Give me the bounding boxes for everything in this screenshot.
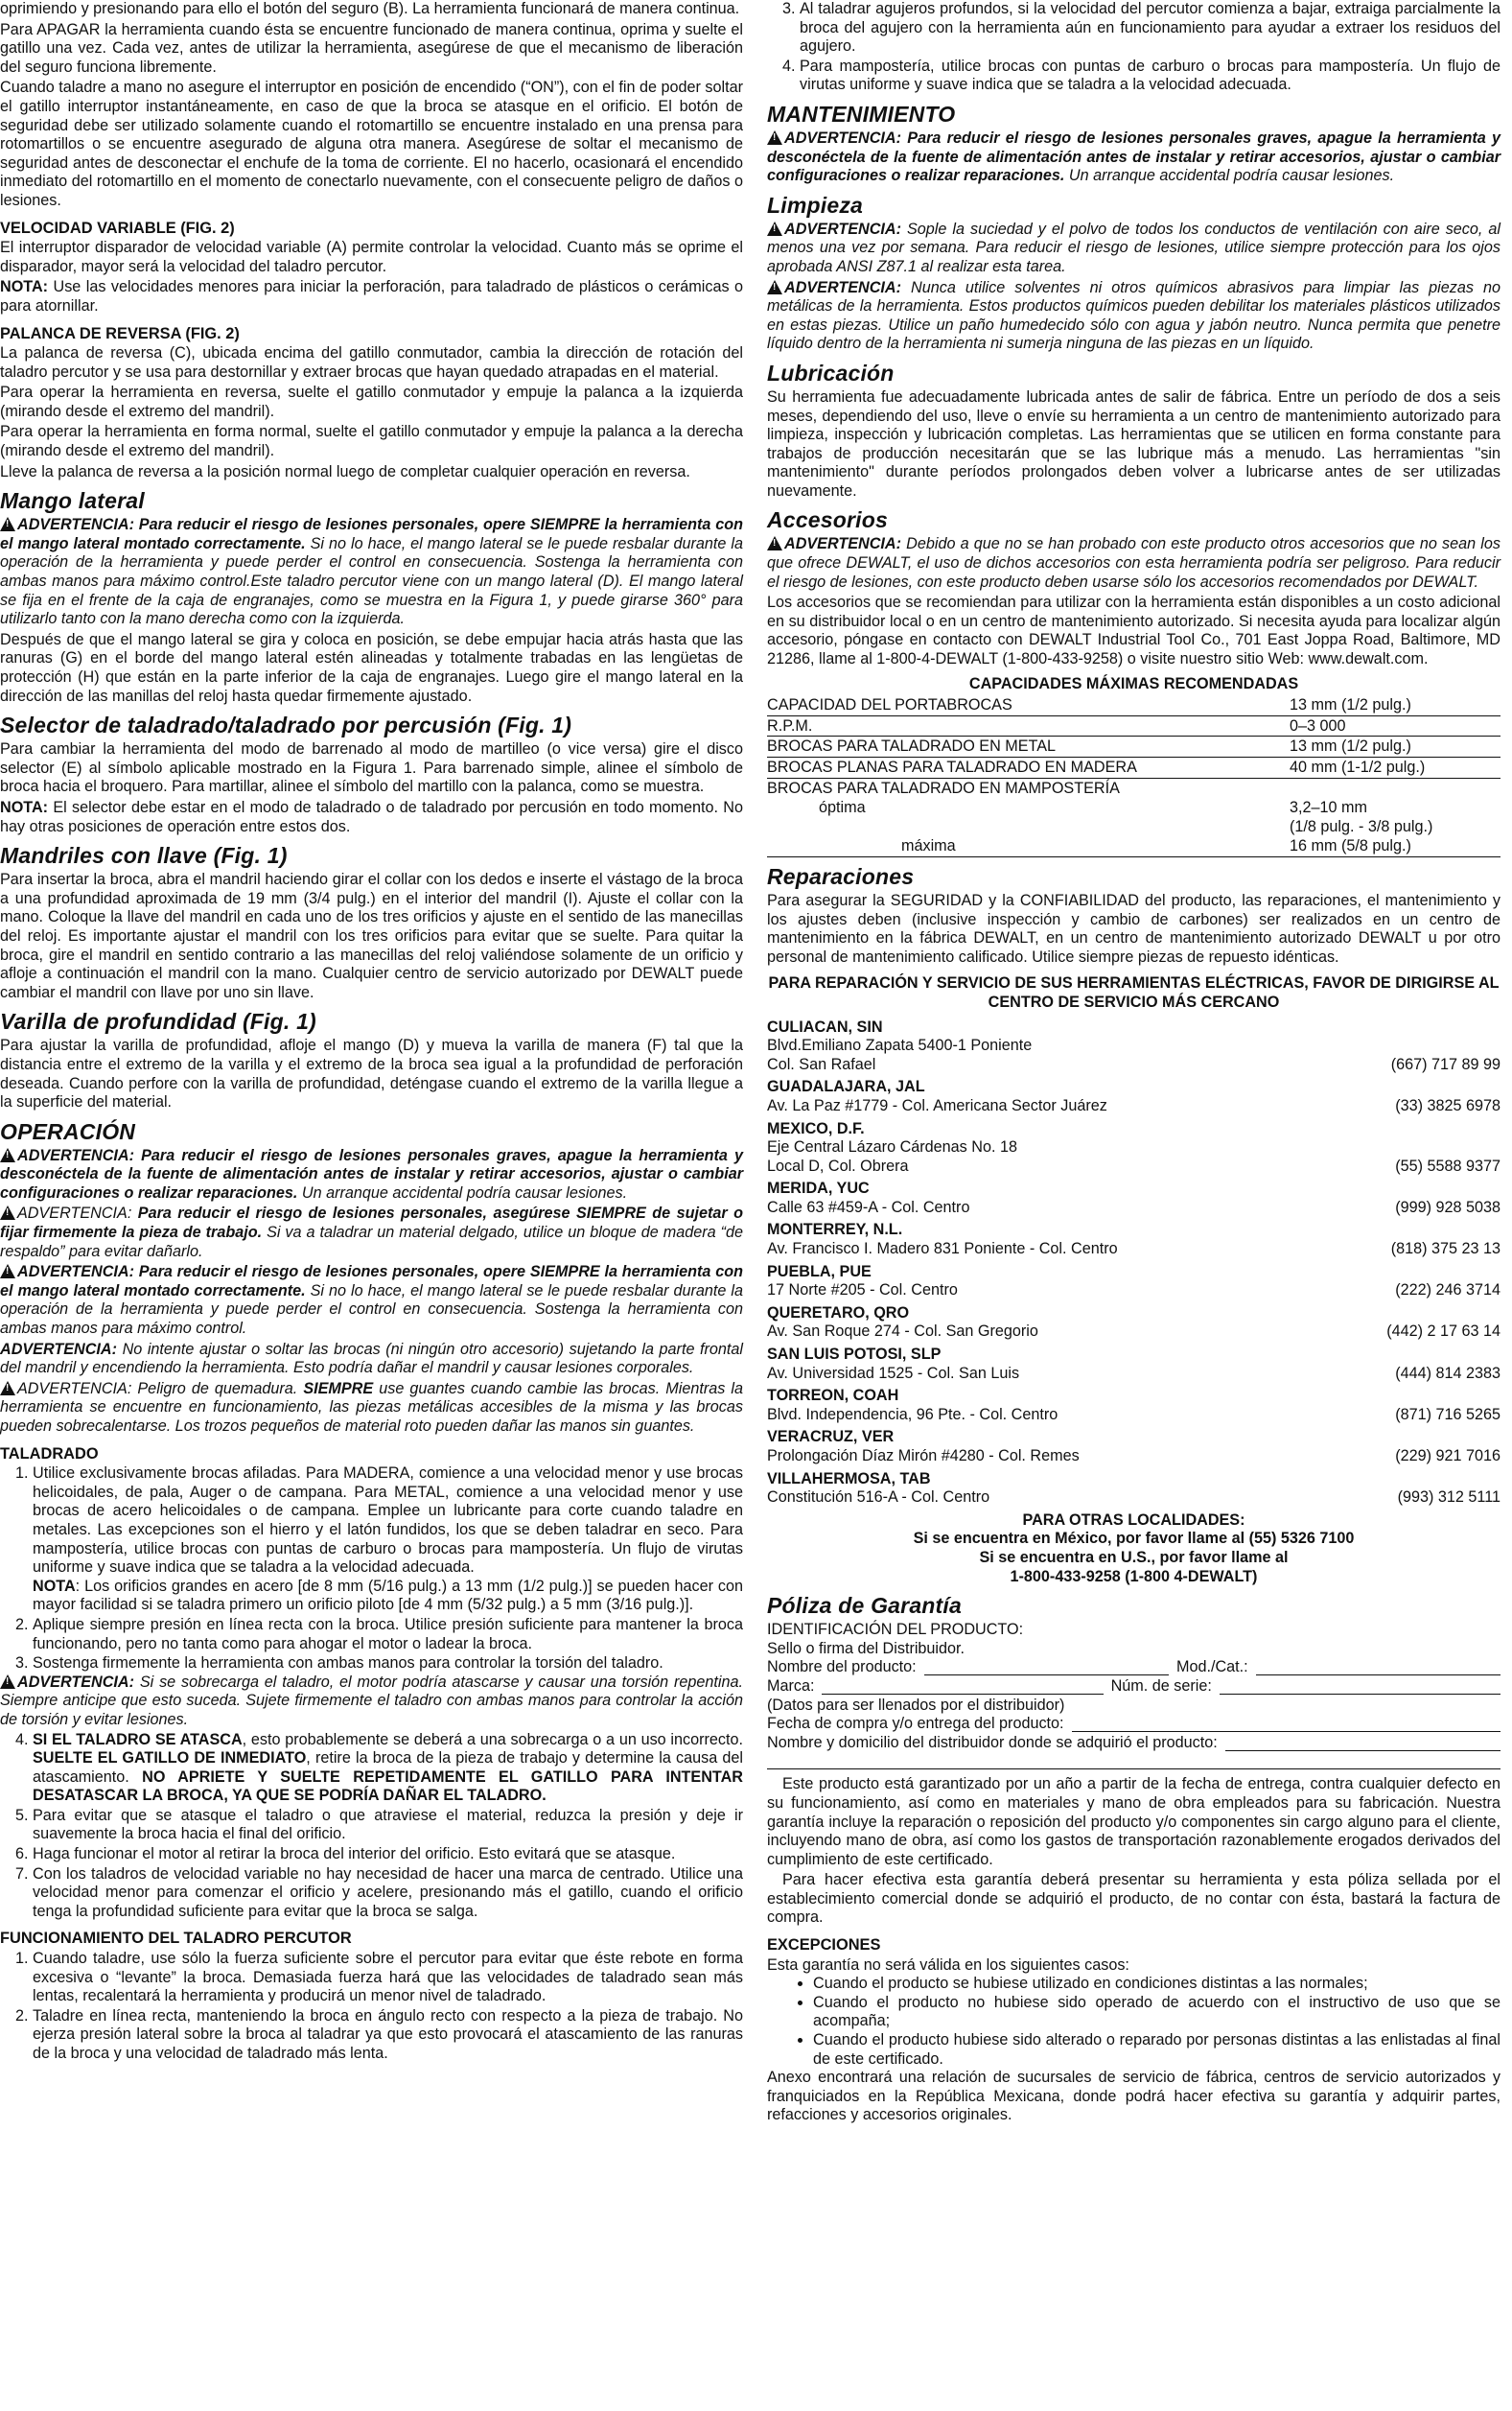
section-title-selector: Selector de taladrado/taladrado por percusión (Fig. 1) <box>0 713 572 738</box>
warning-icon <box>0 1674 15 1689</box>
table-cell: BROCAS PLANAS PARA TALADRADO EN MADERA <box>767 758 1280 779</box>
service-center <box>767 1304 1500 1342</box>
service-center-city: SAN LUIS POTOSI, SLP <box>767 1346 942 1364</box>
list-item: 2. Aplique siempre presión en línea recta con la broca. Utilice presión suficiente para mantener la broca funcionando, pero no tanta como para ahogar el motor o ladear la broca. <box>33 1616 743 1653</box>
paragraph: Lleve la palanca de reversa a la posición normal luego de completar cualquier operación en reversa. <box>0 462 690 480</box>
warning-icon <box>0 1264 15 1278</box>
emphasis: NO APRIETE Y SUELTE REPETIDAMENTE EL GATILLO PARA INTENTAR DESATASCAR LA BROCA, YA QUE SE PODRÍA DAÑAR EL TALADRO. <box>33 1767 743 1805</box>
list-item <box>0 1654 743 1729</box>
warning-text: Sople la suciedad y el polvo de todos los conductos de ventilación con aire seco, al menos una vez por semana. Para reducir el riesgo de lesiones, utilice siempre protección para los ojos aprobada ANSI Z87.1 al realizar esta tarea. <box>767 220 1500 275</box>
table-cell: máxima <box>767 836 1280 856</box>
section-title-mantenimiento: MANTENIMIENTO <box>767 101 956 127</box>
note-text: El selector debe estar en el modo de taladrado o de taladrado por percusión en todo momento. No hay otras posiciones de operación entre estos dos. <box>0 798 743 835</box>
warning-text: Un arranque accidental podría causar lesiones. <box>297 1183 628 1202</box>
warning-icon <box>0 1381 15 1395</box>
service-center-city: QUERETARO, QRO <box>767 1303 910 1322</box>
warning-icon <box>767 130 782 145</box>
service-center-phone: (667) 717 89 99 <box>1390 1055 1500 1073</box>
list-item: 2. Taladre en línea recta, manteniendo la broca en ángulo recto con respecto a la pieza de trabajo. No ejerza presión lateral sobre la broca al taladrar ya que esto provocará el atascamiento de las ranuras de la broca y una velocidad de taladrado más lenta. <box>33 2007 743 2064</box>
other-locations-line: PARA OTRAS LOCALIDADES: <box>1022 1510 1245 1529</box>
warning-label: ADVERTENCIA: <box>17 1205 138 1223</box>
percutor-list <box>0 1950 743 2064</box>
form-label: Mod./Cat.: <box>1176 1658 1248 1676</box>
list-item: 3. Al taladrar agujeros profundos, si la velocidad del percutor comienza a bajar, extraiga parcialmente la broca del agujero con la herramienta aún en funcionamiento para ayudar a extraer los residuos del agujero. <box>800 0 1500 57</box>
table-cell <box>1280 778 1500 798</box>
service-center-city: VILLAHERMOSA, TAB <box>767 1469 931 1487</box>
service-center <box>767 1078 1500 1115</box>
taladrado-list <box>0 1464 743 1921</box>
warning <box>0 1205 743 1261</box>
service-center <box>767 1018 1500 1075</box>
table-row <box>767 758 1500 779</box>
warning-icon <box>0 1148 15 1162</box>
warning-icon <box>767 222 782 236</box>
warning-label: ADVERTENCIA: <box>17 1379 132 1397</box>
service-center-phone: (871) 716 5265 <box>1395 1405 1500 1423</box>
exceptions-list <box>767 1975 1500 2069</box>
table-cell: R.P.M. <box>767 715 1280 737</box>
paragraph: Para insertar la broca, abra el mandril haciendo girar el collar con los dedos e inserte el vástago de la broca a una profundidad aproximada de 19 mm (3/4 pulg.) en el interior del mandril (I). Ajuste el collar con la mano. Coloque la llave del mandril en cada uno de los tres orificios y ajuste en el sentido de las manecillas del reloj. Es importante ajustar el mandril con los tres orificios para evitar que se suelte. Para quitar la broca, gire el mandril en sentido contrario a las manecillas del reloj valiéndose solamente de un orificio y afloje a continuación el mandril con la mano. Cualquier centro de servicio autorizado por DEWALT puede cambiar el mandril con llave por uno sin llave. <box>0 871 743 1001</box>
section-heading-percutor: FUNCIONAMIENTO DEL TALADRO PERCUTOR <box>0 1930 352 1948</box>
section-title-operacion: OPERACIÓN <box>0 1118 136 1144</box>
warning-bold: ADVERTENCIA: Para reducir el riesgo de lesiones personales, opere SIEMPRE la herramienta con el mango lateral montado correctamente. <box>0 516 743 552</box>
section-heading-taladrado: TALADRADO <box>0 1444 99 1463</box>
table-cell <box>1280 798 1500 836</box>
list-item-text: , esto probablemente se deberá a una sobrecarga o a un uso incorrecto. <box>242 1730 743 1748</box>
emphasis: SI EL TALADRO SE ATASCA <box>33 1730 243 1748</box>
cell-value: (1/8 pulg. - 3/8 pulg.) <box>1290 817 1433 835</box>
note-text: : Los orificios grandes en acero [de 8 mm (5/16 pulg.) a 13 mm (1/2 pulg.)] se pueden hacer con mayor facilidad si se taladra primero un orificio piloto [de 4 mm (5/32 pulg.) a 5 mm (3/16 pulg.)]. <box>33 1577 743 1614</box>
emphasis: SUELTE EL GATILLO DE INMEDIATO <box>33 1749 307 1767</box>
warning-text: Si va a taladrar un material delgado, utilice un bloque de madera “de respaldo” para evitar dañarlo. <box>0 1224 743 1260</box>
service-center <box>767 1387 1500 1424</box>
warning <box>0 1380 743 1437</box>
table-cell: CAPACIDAD DEL PORTABROCAS <box>767 695 1280 715</box>
note-label: NOTA: <box>0 798 49 816</box>
list-item: 1. Cuando taladre, use sólo la fuerza suficiente sobre el percutor para evitar que éste rebote en forma excesiva o “levante” la broca. Demasiada fuerza hará que las velocidades de taladrado sean más lentas, recalentará la herramienta y producirá un menor nivel de taladrado. <box>33 1950 743 2006</box>
section-title-limpieza: Limpieza <box>767 192 864 218</box>
warning-bold: SIEMPRE <box>303 1379 374 1397</box>
list-item: 4. Para mampostería, utilice brocas con puntas de carburo o brocas para mampostería. Un flujo de virutas uniforme y suave indica que se taladra a la velocidad adecuada. <box>800 58 1500 95</box>
service-center <box>767 1470 1500 1508</box>
paragraph: Para asegurar la SEGURIDAD y la CONFIABILIDAD del producto, las reparaciones, el mantenimiento y los ajustes deben (inclusive inspección y cambio de carbones) ser realizados en un centro de mantenimiento en la fábrica DEWALT, en un centro de mantenimiento autorizado DEWALT u por otro personal de mantenimiento calificado. Utilice siempre piezas de repuesto idénticas. <box>767 891 1500 966</box>
service-center-address: Eje Central Lázaro Cárdenas No. 18 <box>767 1138 1017 1157</box>
section-heading-reversa: PALANCA DE REVERSA (FIG. 2) <box>0 324 240 342</box>
form-row <box>767 1677 1500 1697</box>
service-center-address: Av. Francisco I. Madero 831 Poniente - Col. Centro <box>767 1240 1118 1258</box>
form-label: (Datos para ser llenados por el distribuidor) <box>767 1696 1065 1714</box>
table-cell: BROCAS PARA TALADRADO EN METAL <box>767 737 1280 758</box>
form-row <box>767 1734 1500 1753</box>
model-field[interactable] <box>1256 1658 1500 1675</box>
warning <box>0 1263 743 1338</box>
service-center-city: GUADALAJARA, JAL <box>767 1078 925 1096</box>
section-title-mango: Mango lateral <box>0 488 145 514</box>
percutor-list-continued <box>767 0 1500 95</box>
paragraph: Los accesorios que se recomiendan para utilizar con la herramienta están disponibles a un costo adicional en su distribuidor local o en un centro de mantenimiento autorizado. Si necesita ayuda para localizar algún accesorio, póngase en contacto con DEWALT Industrial Tool Co., 701 East Joppa Road, Baltimore, MD 21286, llame al 1-800-4-DEWALT (1-800-433-9258) o visite nuestro sitio Web: www.dewalt.com. <box>767 594 1500 668</box>
warning-icon <box>0 517 15 531</box>
form-label: Núm. de serie: <box>1110 1676 1212 1695</box>
warning-text: Si no lo hace, el mango lateral se le puede resbalar durante la operación de la herramienta y puede perder el control en consecuencia. Sostenga la herramienta con ambas manos para máximo control.Este taladro percutor viene con un mango lateral (D). El mango lateral se fija en el frente de la caja de engranajes, como se muestra en la Figura 1, y puede girarse 360° para utilizarlo tanto con la mano derecha como con la izquierda. <box>0 534 743 628</box>
list-item: • Cuando el producto no hubiese sido operado de acuerdo con el instructivo de uso que se acompaña; <box>813 1994 1500 2031</box>
table-cell: 16 mm (5/8 pulg.) <box>1280 836 1500 856</box>
warning <box>767 279 1500 354</box>
warning-bold: ADVERTENCIA: Para reducir el riesgo de lesiones personales, opere SIEMPRE la herramienta con el mango lateral montado correctamente. <box>0 1263 743 1299</box>
service-center-address: Blvd. Independencia, 96 Pte. - Col. Centro <box>767 1405 1058 1423</box>
other-locations-line: 1-800-433-9258 (1-800 4-DEWALT) <box>1010 1567 1258 1585</box>
service-centers-list <box>767 1018 1500 1508</box>
table-row <box>767 695 1500 715</box>
product-name-field[interactable] <box>924 1658 1169 1675</box>
warning-label: ADVERTENCIA: <box>17 1673 135 1691</box>
paragraph: Anexo encontrará una relación de sucursales de servicio de fábrica, centros de servicio autorizados y franquiciados en la República Mexicana, donde podrá hacer efectiva su garantía y adquirir partes, refacciones y accesorios originales. <box>767 2069 1500 2124</box>
list-item: 5. Para evitar que se atasque el taladro o que atraviese el material, reduzca la presión y deje ir suavemente la broca hacia el final del orificio. <box>33 1807 743 1844</box>
service-center-address: 17 Norte #205 - Col. Centro <box>767 1281 958 1299</box>
warning-bold: ADVERTENCIA: Para reducir el riesgo de lesiones personales graves, apague la herramienta y desconéctela de la fuente de alimentación antes de instalar y retirar accesorios, ajustar o cambiar configuraciones o realizar reparaciones. <box>767 129 1500 185</box>
service-center-city: PUEBLA, PUE <box>767 1262 872 1280</box>
form-row <box>767 1658 1500 1677</box>
warning-text: use guantes cuando cambie las brocas. Mientras la herramienta se encuentre en funcionamiento, las piezas metálicas accesibles de la misma y las brocas pueden sobrecalentarse. Los trozos pequeños de material roto pueden dañar las manos sin guantes. <box>0 1379 743 1435</box>
service-center-address: Blvd.Emiliano Zapata 5400-1 Poniente <box>767 1037 1033 1055</box>
table-cell: óptima <box>819 799 866 817</box>
list-item-text: Sostenga firmemente la herramienta con ambas manos para controlar la torsión del taladro. <box>33 1654 663 1673</box>
paragraph: Cuando taladre a mano no asegure el interruptor en posición de encendido (“ON”), con el fin de poder soltar el gatillo interruptor instantáneamente, en caso de que la broca se atasque en el orificio. El botón de seguridad debe ser utilizado solamente cuando el rotomartillo se encuentre instalado en una prensa para rotomartillos o se encuentre asegurado de alguna otra manera. Asegúrese de soltar el mecanismo de seguridad antes de desconectar el enchufe de la toma de corriente. El no hacerlo, ocasionará el encendido inmediato del rotomartillo en el momento de conectarlo nuevamente, con el consecuente peligro de daños o lesiones. <box>0 79 743 209</box>
section-title-reparaciones: Reparaciones <box>767 863 915 889</box>
service-center <box>767 1428 1500 1465</box>
service-center-phone: (33) 3825 6978 <box>1395 1096 1500 1114</box>
service-center-address: Local D, Col. Obrera <box>767 1157 909 1175</box>
warning-text: Nunca utilice solventes ni otros químicos abrasivos para limpiar las piezas no metálicas de la herramienta. Estos productos químicos pueden debilitar los materiales plásticos utilizados en estas piezas. Utilice un paño humedecido sólo con agua y jabón neutro. Nunca permita que penetre líquido dentro de la herramienta ni sumerja ninguna de las piezas en un líquido. <box>767 278 1500 353</box>
form-label: Nombre del producto: <box>767 1658 917 1676</box>
warning-icon <box>767 280 782 294</box>
form-label: Fecha de compra y/o entrega del producto: <box>767 1715 1064 1733</box>
warning-icon <box>0 1206 15 1220</box>
list-item-text: Utilice exclusivamente brocas afiladas. Para MADERA, comience a una velocidad menor y use brocas helicoidales, de pala, Auger o de campana. Para METAL, comience a una velocidad menor y use brocas de acero helicoidales o de campana. Emplee un lubricante para corte cuando taladre en metales. Las excepciones son el hierro y el latón fundidos, los que se deben taladrar en seco. Para mampostería, utilice brocas con puntas de carburo o brocas para mampostería. Un flujo de virutas uniforme y suave indica que se taladra a la velocidad adecuada. <box>33 1464 743 1577</box>
service-center-phone: (818) 375 23 13 <box>1390 1240 1500 1258</box>
section-heading-excepciones: EXCEPCIONES <box>767 1936 881 1955</box>
table-row <box>767 778 1500 798</box>
service-center-address: Calle 63 #459-A - Col. Centro <box>767 1198 970 1216</box>
service-center-phone: (444) 814 2383 <box>1395 1364 1500 1382</box>
distributor-field-line2[interactable] <box>767 1752 1500 1769</box>
capacity-table <box>767 695 1500 857</box>
paragraph: Para operar la herramienta en forma normal, suelte el gatillo conmutador y empuje la palanca a la derecha (mirando desde el extremo del mandril). <box>0 423 743 460</box>
warning-icon <box>767 536 782 550</box>
service-center-address: Av. San Roque 274 - Col. San Gregorio <box>767 1323 1038 1341</box>
paragraph: La palanca de reversa (C), ubicada encima del gatillo conmutador, cambia la dirección de rotación del taladro percutor y se usa para destornillar y extraer brocas que hayan quedado atrapadas en el material. <box>0 344 743 381</box>
service-center-address: Prolongación Díaz Mirón #4280 - Col. Remes <box>767 1447 1080 1464</box>
service-center-phone: (993) 312 5111 <box>1397 1488 1500 1507</box>
serial-field[interactable] <box>1220 1677 1500 1695</box>
warning-bold: Para reducir el riesgo de lesiones personales, asegúrese SIEMPRE de sujetar o fijar firmemente la pieza de trabajo. <box>0 1205 743 1242</box>
service-heading: PARA REPARACIÓN Y SERVICIO DE SUS HERRAMIENTAS ELÉCTRICAS, FAVOR DE DIRIGIRSE AL CENTRO DE SERVICIO MÁS CERCANO <box>768 974 1500 1011</box>
service-center <box>767 1346 1500 1383</box>
paragraph: Esta garantía no será válida en los siguientes casos: <box>767 1955 1129 1974</box>
list-item: • Cuando el producto se hubiese utilizado en condiciones distintas a las normales; <box>813 1975 1500 1994</box>
form-label: Nombre y domicilio del distribuidor donde se adquirió el producto: <box>767 1733 1218 1751</box>
form-label: IDENTIFICACIÓN DEL PRODUCTO: <box>767 1621 1024 1639</box>
table-row <box>767 836 1500 856</box>
paragraph: Después de que el mango lateral se gira y coloca en posición, se debe empujar hacia atrás hasta que las ranuras (G) en el borde del mango lateral estén alineadas y totalmente trabadas en las lengüetas de protección (H) que están en la parte inferior de la caja de engranajes. Luego gire el mango lateral en la dirección de las manillas del reloj hasta quedar firmemente ajustado. <box>0 630 743 705</box>
table-row <box>767 715 1500 737</box>
service-center-city: MERIDA, YUC <box>767 1180 870 1198</box>
table-cell: 13 mm (1/2 pulg.) <box>1280 695 1500 715</box>
service-center-address: Av. La Paz #1779 - Col. Americana Sector Juárez <box>767 1096 1107 1114</box>
service-center-phone: (222) 246 3714 <box>1395 1281 1500 1299</box>
list-item-text: , retire la broca de la pieza de trabajo y determine la causa del atascamiento. <box>33 1749 743 1786</box>
section-title-poliza: Póliza de Garantía <box>767 1593 962 1619</box>
warning-label: ADVERTENCIA: <box>784 535 902 553</box>
paragraph: Para operar la herramienta en reversa, suelte el gatillo conmutador y empuje la palanca a la izquierda (mirando desde el extremo del mandril). <box>0 384 743 420</box>
table-cell: 40 mm (1-1/2 pulg.) <box>1280 758 1500 779</box>
warning-bold: ADVERTENCIA: Para reducir el riesgo de lesiones personales graves, apague la herramienta y desconéctela de la fuente de alimentación antes de instalar y retirar accesorios, ajustar o cambiar configuraciones o realizar reparaciones. <box>0 1146 743 1202</box>
paragraph: Para APAGAR la herramienta cuando ésta se encuentre funcionado de manera continua, oprima y suelte el gatillo una vez. Cada vez, antes de utilizar la herramienta, asegúrese de que el mecanismo de liberación del seguro funciona libremente. <box>0 20 743 76</box>
warning-label: ADVERTENCIA: <box>0 1340 118 1358</box>
service-center <box>767 1263 1500 1300</box>
service-center-city: VERACRUZ, VER <box>767 1428 895 1446</box>
section-title-accesorios: Accesorios <box>767 507 889 533</box>
warning <box>767 129 1500 186</box>
paragraph: Para ajustar la varilla de profundidad, afloje el mango (D) y mueva la varilla de manera (F) tal que la distancia entre el extremo de la varilla y el extremo de la broca sea igual a la profundidad de perforación deseada. Cuando perfore con la varilla de profundidad, deténgase cuando el extremo de la varilla llegue a la superficie del material. <box>0 1037 743 1112</box>
list-item: 6. Haga funcionar el motor al retirar la broca del interior del orificio. Esto evitará que se atasque. <box>33 1845 743 1864</box>
service-center-phone: (55) 5588 9377 <box>1395 1157 1500 1175</box>
note-label: NOTA <box>33 1577 76 1595</box>
warning <box>0 1674 743 1730</box>
service-center <box>767 1180 1500 1217</box>
table-row <box>767 798 1500 836</box>
distributor-field[interactable] <box>1225 1734 1500 1751</box>
section-title-mandriles: Mandriles con llave (Fig. 1) <box>0 843 288 869</box>
warning-text: Debido a que no se han probado con este producto otros accesorios que no sean los que ofrece DEWALT, el uso de dichos accesorios con esta herramienta podría ser peligroso. Para reducir el riesgo de lesiones, con este producto deben usarse sólo los accesorios recomendados por DEWALT. <box>767 535 1500 591</box>
section-title-lubricacion: Lubricación <box>767 360 895 386</box>
other-locations-line: Si se encuentra en México, por favor llame al (55) 5326 7100 <box>913 1530 1355 1548</box>
left-column <box>0 0 743 2066</box>
warning-text: Peligro de quemadura. <box>131 1379 304 1397</box>
table-cell: 0–3 000 <box>1280 715 1500 737</box>
paragraph: Para hacer efectiva esta garantía deberá presentar su herramienta y esta póliza sellada por el establecimiento comercial donde se adquirió el producto, de no contar con ésta, bastará la factura de compra. <box>767 1871 1500 1927</box>
warning <box>0 1147 743 1204</box>
list-item: • Cuando el producto hubiese sido alterado o reparado por personas distintas a las enlistadas al final de este certificado. <box>813 2031 1500 2069</box>
paragraph: Este producto está garantizado por un año a partir de la fecha de entrega, contra cualquier defecto en su funcionamiento, así como en materiales y mano de obra empleados para su fabricación. Nuestra garantía incluye la reparación o reposición del producto y/o componentes sin cargo alguno para el cliente, incluyendo mano de obra, así como los gastos de transportación razonablemente erogados derivados del cumplimiento de este certificado. <box>767 1775 1500 1868</box>
paragraph: oprimiendo y presionando para ello el botón del seguro (B). La herramienta funcionará de manera continua. <box>0 0 740 17</box>
section-title-varilla: Varilla de profundidad (Fig. 1) <box>0 1009 316 1035</box>
right-column <box>767 0 1500 2127</box>
cell-value: 3,2–10 mm <box>1290 799 1367 817</box>
table-cell: 13 mm (1/2 pulg.) <box>1280 737 1500 758</box>
service-center-phone: (999) 928 5038 <box>1395 1198 1500 1216</box>
service-center-city: MONTERREY, N.L. <box>767 1221 903 1239</box>
service-center <box>767 1120 1500 1177</box>
service-center-address: Constitución 516-A - Col. Centro <box>767 1488 990 1507</box>
form-label: Marca: <box>767 1676 815 1695</box>
section-heading-velocidad: VELOCIDAD VARIABLE (FIG. 2) <box>0 219 235 237</box>
warning-text: Si se sobrecarga el taladro, el motor podría atascarse y causar una torsión repentina. Siempre anticipe que esto suceda. Sujete firmemente el taladro con ambas manos para controlar la acción de torsión y evitar lesiones. <box>0 1673 743 1728</box>
list-item: 7. Con los taladros de velocidad variable no hay necesidad de hacer una marca de centrado. Utilice una velocidad menor para comenzar el orificio y acelere, presionando más el gatillo, cuando el orificio tenga la profundidad suficiente para evitar que la broca se salga. <box>33 1865 743 1922</box>
capacity-table-title: CAPACIDADES MÁXIMAS RECOMENDADAS <box>968 674 1299 692</box>
list-item <box>33 1464 743 1615</box>
warning <box>0 1341 743 1378</box>
warning <box>0 516 743 629</box>
warning-text: Si no lo hace, el mango lateral se le puede resbalar durante la operación de la herramienta y puede perder el control en consecuencia. Sostenga la herramienta con ambas manos para máximo control. <box>0 1281 743 1338</box>
form-row <box>767 1715 1500 1734</box>
paragraph: Su herramienta fue adecuadamente lubricada antes de salir de fábrica. Entre un período de dos a seis meses, dependiendo del uso, lleve o envíe su herramienta a un centro de mantenimiento autorizado para limpieza, inspección y lubricación completas. Las herramientas que se utilicen en forma constante para trabajos de producción necesitarán que se las lubrique más a menudo. Las herramientas "sin mantenimiento" durante períodos prolongados deben volver a lubricarse antes de ser utilizadas nuevamente. <box>767 387 1500 500</box>
table-cell: BROCAS PARA TALADRADO EN MAMPOSTERÍA <box>767 779 1120 797</box>
warning-label: ADVERTENCIA: <box>784 220 902 238</box>
other-locations-line: Si se encuentra en U.S., por favor llame al <box>979 1548 1289 1566</box>
note-label: NOTA: <box>0 278 49 296</box>
purchase-date-field[interactable] <box>1072 1715 1500 1732</box>
warning-label: ADVERTENCIA: <box>784 278 902 296</box>
paragraph: Para cambiar la herramienta del modo de barrenado al modo de martilleo (o vice versa) gire el disco selector (E) al símbolo aplicable mostrado en la Figura 1. Para barrenado simple, alinee el símbolo de broca hacia el broquero. Para martillar, alinee el símbolo del martillo con la palanca, como se muestra. <box>0 740 743 796</box>
service-center-address: Av. Universidad 1525 - Col. San Luis <box>767 1364 1020 1382</box>
warning <box>767 221 1500 277</box>
service-center-address: Col. San Rafael <box>767 1055 876 1073</box>
note-text: Use las velocidades menores para iniciar la perforación, para taladrado de plásticos o cerámicas o para atornillar. <box>0 278 743 315</box>
service-center-city: TORREON, COAH <box>767 1387 899 1405</box>
note-paragraph <box>0 278 743 316</box>
service-center-city: CULIACAN, SIN <box>767 1018 883 1036</box>
brand-field[interactable] <box>822 1677 1103 1695</box>
paragraph: El interruptor disparador de velocidad variable (A) permite controlar la velocidad. Cuanto más se oprime el disparador, mayor será la velocidad del taladro percutor. <box>0 239 743 275</box>
list-item <box>33 1731 743 1806</box>
form-label: Sello o firma del Distribuidor. <box>767 1639 965 1657</box>
service-center-city: MEXICO, D.F. <box>767 1119 865 1137</box>
note-paragraph <box>0 799 743 836</box>
warning <box>767 535 1500 592</box>
form-row <box>767 1752 1500 1769</box>
warning-text: Un arranque accidental podría causar lesiones. <box>1064 167 1395 185</box>
table-row <box>767 737 1500 758</box>
service-center-phone: (229) 921 7016 <box>1395 1447 1500 1464</box>
service-center-phone: (442) 2 17 63 14 <box>1386 1323 1500 1341</box>
other-locations <box>767 1511 1500 1586</box>
warning-text: No intente ajustar o soltar las brocas (ni ningún otro accesorio) sujetando la parte frontal del mandril y encendiendo la herramienta. Esto podría dañar el mandril y causar lesiones corporales. <box>0 1340 743 1377</box>
service-center <box>767 1221 1500 1258</box>
